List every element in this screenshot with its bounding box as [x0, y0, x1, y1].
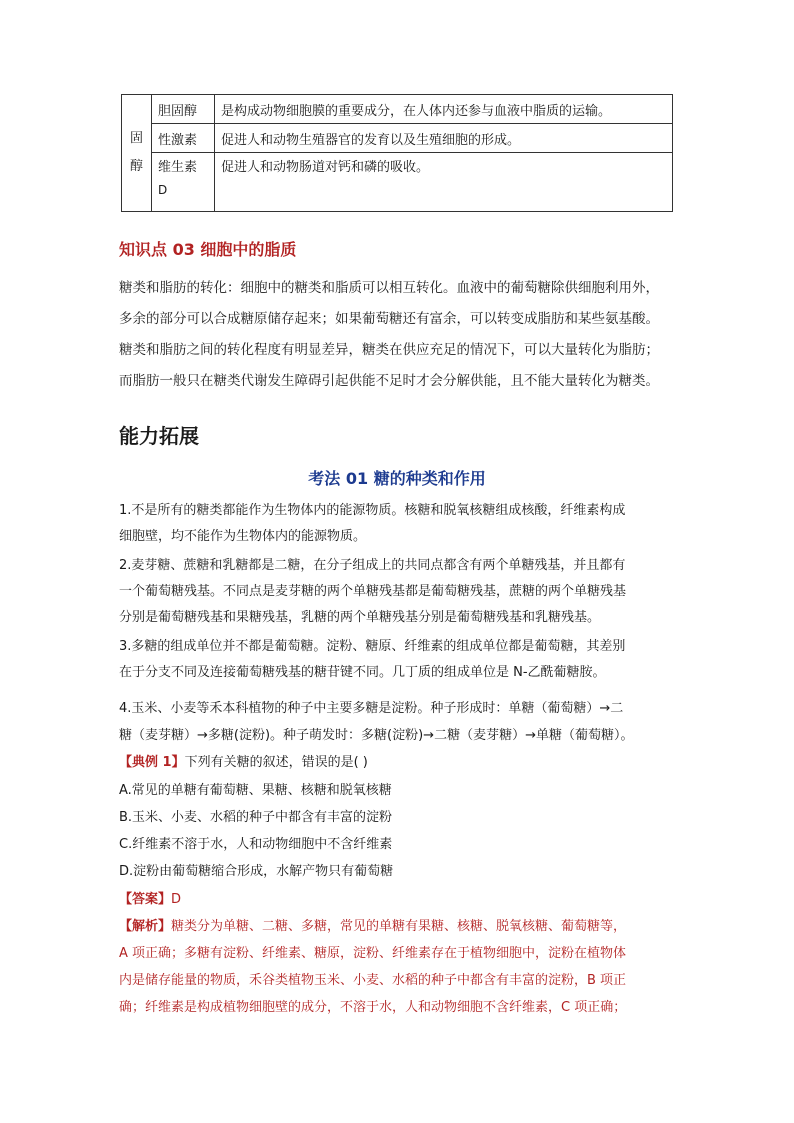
option-a: A.常见的单糖有葡萄糖、果糖、核糖和脱氧核糖: [119, 783, 392, 798]
point-line: 3.多糖的组成单位并不都是葡萄糖。淀粉、糖原、纤维素的组成单位都是葡萄糖，其差别: [119, 639, 626, 654]
table-row: [122, 95, 673, 124]
analysis-line: 确；纤维素是构成植物细胞壁的成分，不溶于水，人和动物细胞不含纤维素，C 项正确；: [119, 1000, 627, 1015]
point-line: 在于分支不同及连接葡萄糖残基的糖苷键不同。几丁质的组成单位是 N-乙酰葡糖胺。: [119, 665, 606, 680]
table-cell-desc: 是构成动物细胞膜的重要成分，在人体内还参与血液中脂质的运输。: [215, 95, 673, 124]
table-cell-name: 性激素: [152, 124, 215, 153]
section-heading: 能力拓展: [119, 424, 199, 448]
group-label-char: 固: [129, 131, 143, 146]
point-line: 2.麦芽糖、蔗糖和乳糖都是二糖，在分子组成上的共同点都含有两个单糖残基，并且都有: [119, 558, 626, 573]
table-group-cell: [122, 95, 152, 212]
point-line: 细胞壁，均不能作为生物体内的能源物质。: [119, 529, 367, 544]
example-tag: 【典例 1】: [119, 755, 185, 770]
table-cell-desc: 促进人和动物生殖器官的发育以及生殖细胞的形成。: [215, 124, 673, 153]
group-label-char: 醇: [129, 159, 143, 174]
answer-value: D: [171, 892, 182, 907]
knowledge-paragraph: [119, 273, 679, 397]
table-cell-name: 维生素 D: [152, 153, 215, 212]
answer-line: [119, 888, 689, 907]
point-line: 4.玉米、小麦等禾本科植物的种子中主要多糖是淀粉。种子形成时：单糖（葡萄糖）→二: [119, 701, 624, 716]
method-heading: 考法 01 糖的种类和作用: [308, 469, 486, 488]
steroid-table: [121, 94, 673, 212]
table-cell-desc: 促进人和动物肠道对钙和磷的吸收。: [215, 153, 673, 212]
point-line: 分别是葡萄糖残基和果糖残基，乳糖的两个单糖残基分别是葡萄糖残基和乳糖残基。: [119, 610, 601, 625]
table-row: [122, 124, 673, 153]
analysis-line: 【解析】糖类分为单糖、二糖、多糖，常见的单糖有果糖、核糖、脱氧核糖、葡萄糖等，: [119, 919, 627, 934]
paragraph-line: 多余的部分可以合成糖原储存起来；如果葡萄糖还有富余，可以转变成脂肪和某些氨基酸。: [119, 311, 659, 327]
analysis-tag: 【解析】: [119, 919, 172, 934]
analysis-line: A 项正确；多糖有淀粉、纤维素、糖原，淀粉、纤维素存在于植物细胞中，淀粉在植物体: [119, 946, 627, 961]
table-row: [122, 153, 673, 212]
analysis-line: 内是储存能量的物质，禾谷类植物玉米、小麦、水稻的种子中都含有丰富的淀粉，B 项正: [119, 973, 627, 988]
option-d: D.淀粉由葡萄糖缩合形成，水解产物只有葡萄糖: [119, 864, 394, 879]
point-line: 1.不是所有的糖类都能作为生物体内的能源物质。核糖和脱氧核糖组成核酸，纤维素构成: [119, 503, 626, 518]
point-line: 糖（麦芽糖）→多糖(淀粉)。种子萌发时：多糖(淀粉)→二糖（麦芽糖）→单糖（葡萄糖）。: [119, 728, 634, 743]
table-cell-name: 胆固醇: [152, 95, 215, 124]
table-cell-name-suffix: D: [158, 183, 168, 197]
answer-tag: 【答案】: [119, 892, 172, 907]
paragraph-line: 糖类和脂肪之间的转化程度有明显差异，糖类在供应充足的情况下，可以大量转化为脂肪；: [119, 342, 659, 358]
paragraph-line: 糖类和脂肪的转化：细胞中的糖类和脂质可以相互转化。血液中的葡萄糖除供细胞利用外，: [119, 280, 659, 296]
paragraph-line: 而脂肪一般只在糖类代谢发生障碍引起供能不足时才会分解供能，且不能大量转化为糖类。: [119, 373, 659, 389]
example-question: [119, 751, 689, 770]
option-c: C.纤维素不溶于水，人和动物细胞中不含纤维素: [119, 837, 393, 852]
example-question-text: 下列有关糖的叙述，错误的是( ): [184, 755, 368, 770]
option-b: B.玉米、小麦、水稻的种子中都含有丰富的淀粉: [119, 810, 393, 825]
point-line: 一个葡萄糖残基。不同点是麦芽糖的两个单糖残基都是葡萄糖残基，蔗糖的两个单糖残基: [119, 584, 627, 599]
knowledge-point-heading: 知识点 03 细胞中的脂质: [119, 240, 297, 259]
